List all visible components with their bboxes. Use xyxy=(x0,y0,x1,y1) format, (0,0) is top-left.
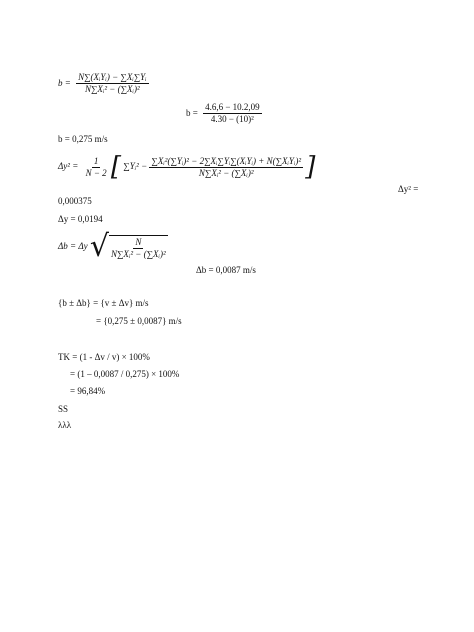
formula-db-lhs: Δb = Δy xyxy=(58,241,88,252)
dy2-value: 0,000375 xyxy=(58,196,92,206)
dy-result: Δy = 0,0194 xyxy=(58,214,103,224)
formula-dy2-lhs: Δy² = xyxy=(58,161,79,172)
formula-b-sub-lhs: b = xyxy=(186,107,198,118)
formula-b-sub-numerator: 4.6,6 − 10.2,09 xyxy=(205,102,260,112)
final-line-2: = {0,275 ± 0,0087} m/s xyxy=(96,316,182,326)
formula-b-fraction xyxy=(76,72,149,95)
formula-dy2-coef xyxy=(84,156,109,179)
formula-db-denominator: N∑Xᵢ² − (∑Xᵢ)² xyxy=(111,248,166,259)
formula-db-fraction xyxy=(109,237,168,260)
b-result: b = 0,275 m/s xyxy=(58,134,108,144)
ss-text: SS xyxy=(58,404,69,414)
formula-b-lhs: b = xyxy=(58,77,71,88)
tk-line-2: = (1 – 0,0087 / 0,275) × 100% xyxy=(70,369,180,379)
formula-db-numerator: N xyxy=(135,236,142,247)
formula-dy2-denominator: N∑Xᵢ² − (∑Xᵢ)² xyxy=(198,167,254,178)
sqrt-content xyxy=(109,235,168,260)
formula-b xyxy=(58,72,149,95)
tk-line-1: TK = (1 - Δv / v) × 100% xyxy=(58,352,150,362)
formula-dy2-coef-den: N − 2 xyxy=(85,167,107,178)
formula-b-denominator: N∑Xᵢ² − (∑Xᵢ)² xyxy=(85,84,140,94)
sqrt-sign xyxy=(89,229,168,264)
formula-dy2 xyxy=(58,154,315,180)
formula-b-numerator: N∑(XᵢYᵢ) − ∑Xᵢ∑Yᵢ xyxy=(78,72,147,82)
formula-db xyxy=(58,229,168,264)
formula-b-sub-denominator: 4.30 − (10)² xyxy=(210,114,254,124)
formula-dy2-coef-num: 1 xyxy=(93,155,99,166)
radical-icon: √ xyxy=(89,229,110,264)
formula-dy2-sum-term: ∑Yᵢ² − xyxy=(123,161,148,172)
formula-dy2-tail: Δy² = xyxy=(398,184,419,194)
db-result: Δb = 0,0087 m/s xyxy=(196,265,256,275)
left-bracket: [ xyxy=(110,152,122,182)
right-bracket: ] xyxy=(305,152,316,182)
formula-b-sub-fraction xyxy=(203,102,262,125)
formula-dy2-fraction xyxy=(149,156,303,179)
formula-dy2-numerator: ∑Xᵢ²(∑Yᵢ)² − 2∑Xᵢ∑Yᵢ∑(XᵢYᵢ) + N(∑XᵢYᵢ)² xyxy=(151,155,302,166)
formula-b-substituted xyxy=(186,102,262,125)
lambda-text: λλλ xyxy=(58,420,72,430)
tk-line-3: = 96,84% xyxy=(70,386,106,396)
final-line-1: {b ± Δb} = {v ± Δv} m/s xyxy=(58,298,149,308)
